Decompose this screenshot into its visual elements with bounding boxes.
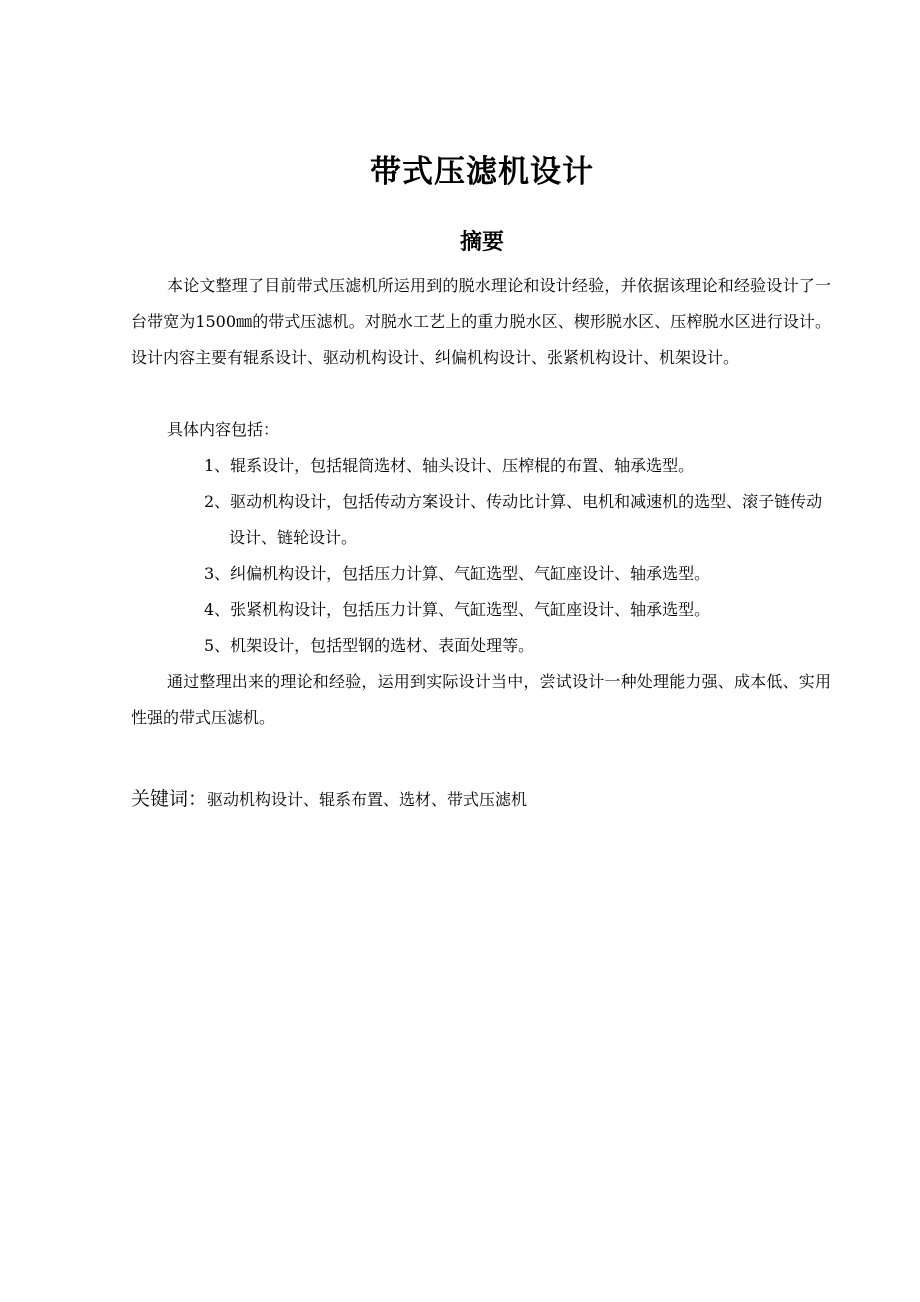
content-intro: 具体内容包括： <box>167 420 280 439</box>
keywords-line <box>131 781 831 818</box>
list-item: 2、驱动机构设计，包括传动方案设计、传动比计算、电机和减速机的选型、滚子链传动设计、链轮设计。 <box>204 492 823 547</box>
list-item: 3、纠偏机构设计，包括压力计算、气缸选型、气缸座设计、轴承选型。 <box>204 564 711 583</box>
content-list <box>204 448 834 664</box>
keywords-label: 关键词： <box>131 788 208 810</box>
abstract-paragraph-2: 通过整理出来的理论和经验，运用到实际设计当中，尝试设计一种处理能力强、成本低、实用性强的带式压滤机。 <box>131 672 831 727</box>
list-item: 4、张紧机构设计，包括压力计算、气缸选型、气缸座设计、轴承选型。 <box>204 600 711 619</box>
abstract-paragraph-1: 本论文整理了目前带式压滤机所运用到的脱水理论和设计经验，并依据该理论和经验设计了一台带宽为1500㎜的带式压滤机。对脱水工艺上的重力脱水区、楔形脱水区、压榨脱水区进行设计。设计内容主要有辊系设计、驱动机构设计、纠偏机构设计、张紧机构设计、机架设计。 <box>131 276 831 367</box>
abstract-heading: 摘要 <box>459 230 504 255</box>
page-title: 带式压滤机设计 <box>370 154 594 190</box>
keywords-value: 驱动机构设计、辊系布置、选材、带式压滤机 <box>207 790 528 809</box>
list-item: 1、辊系设计，包括辊筒选材、轴头设计、压榨棍的布置、轴承选型。 <box>204 456 695 475</box>
list-item: 5、机架设计，包括型钢的选材、表面处理等。 <box>204 636 535 655</box>
